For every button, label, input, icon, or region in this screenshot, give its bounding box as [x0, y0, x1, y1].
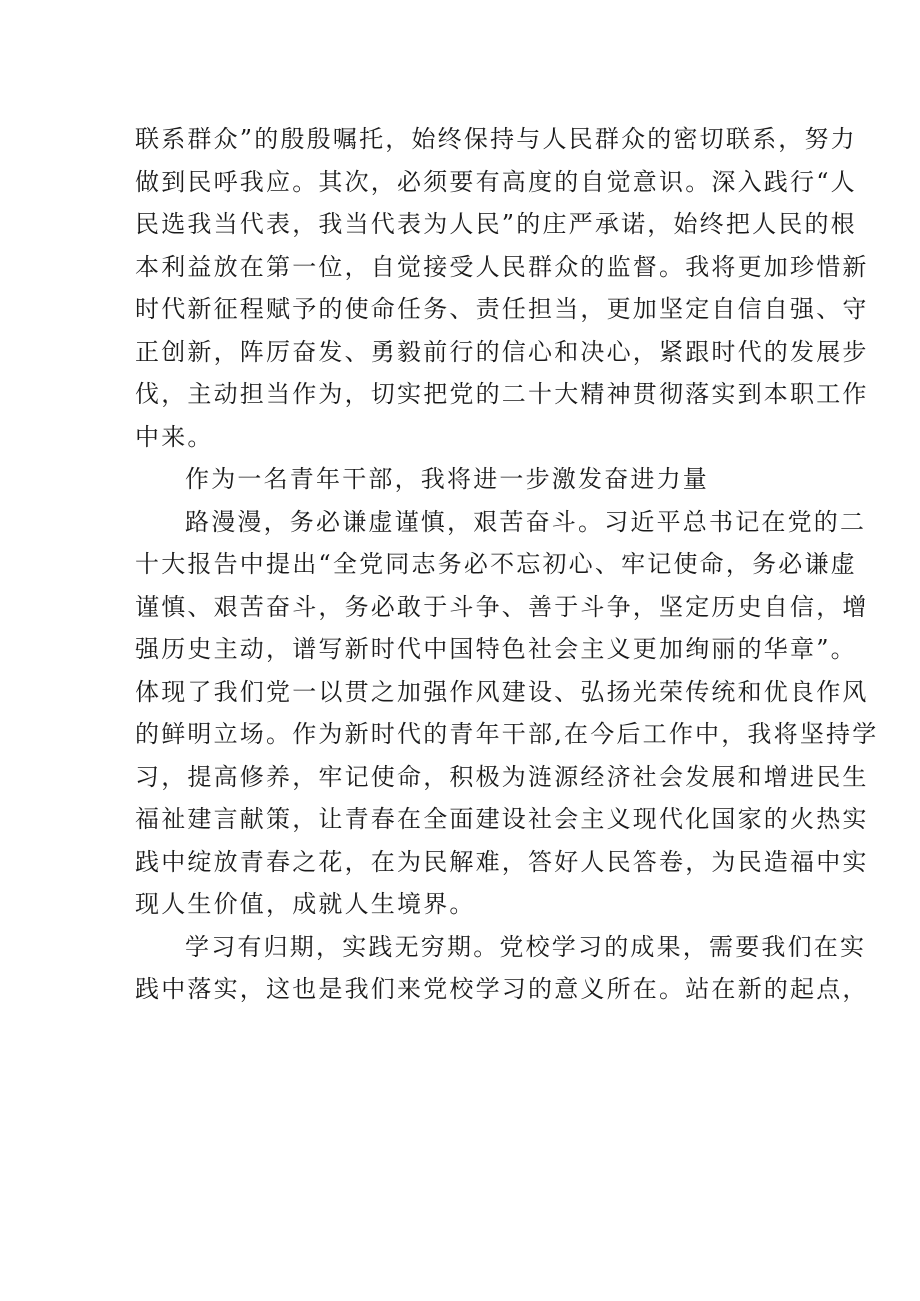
- text-line: 民选我当代表，我当代表为人民”的庄严承诺，始终把人民的根: [135, 210, 857, 238]
- document-body: [135, 118, 879, 1011]
- text-line: 福祉建言献策，让青春在全面建设社会主义现代化国家的火热实: [135, 805, 869, 833]
- text-line: 十大报告中提出“全党同志务必不忘初心、牢记使命，务必谦虚: [135, 550, 857, 578]
- text-line: 做到民呼我应。其次，必须要有高度的自觉意识。深入践行“人: [135, 167, 857, 196]
- text-line: 路漫漫，务必谦虚谨慎，艰苦奋斗。习近平总书记在党的二: [185, 507, 867, 536]
- text-line: 伐，主动担当作为，切实把党的二十大精神贯彻落实到本职工作: [135, 380, 869, 408]
- text-line: 时代新征程赋予的使命任务、责任担当，更加坚定自信自强、守: [135, 295, 869, 323]
- text-line: 现人生价值，成就人生境界。: [135, 890, 476, 918]
- text-line: 联系群众”的殷殷嘱托，始终保持与人民群众的密切联系，努力: [135, 125, 857, 153]
- text-line: 的鲜明立场。作为新时代的青年干部,在今后工作中，我将坚持学: [135, 720, 879, 748]
- text-line: 践中落实，这也是我们来党校学习的意义所在。站在新的起点，: [135, 975, 869, 1003]
- text-line: 谨慎、艰苦奋斗，务必敢于斗争、善于斗争，坚定历史自信，增: [135, 592, 869, 621]
- text-line: 体现了我们党一以贯之加强作风建设、弘扬光荣传统和优良作风: [135, 677, 869, 706]
- section-heading: 作为一名青年干部，我将进一步激发奋进力量: [185, 465, 709, 493]
- text-line: 强历史主动，谱写新时代中国特色社会主义更加绚丽的华章”。: [135, 635, 857, 663]
- text-line: 本利益放在第一位，自觉接受人民群众的监督。我将更加珍惜新: [135, 252, 869, 281]
- text-line: 践中绽放青春之花，在为民解难，答好人民答卷，为民造福中实: [135, 847, 869, 876]
- text-line: 学习有归期，实践无穷期。党校学习的成果，需要我们在实: [185, 932, 867, 961]
- text-line: 习，提高修养，牢记使命，积极为涟源经济社会发展和增进民生: [135, 762, 869, 791]
- text-line: 中来。: [135, 422, 214, 451]
- text-line: 正创新，阵厉奋发、勇毅前行的信心和决心，紧跟时代的发展步: [135, 337, 869, 366]
